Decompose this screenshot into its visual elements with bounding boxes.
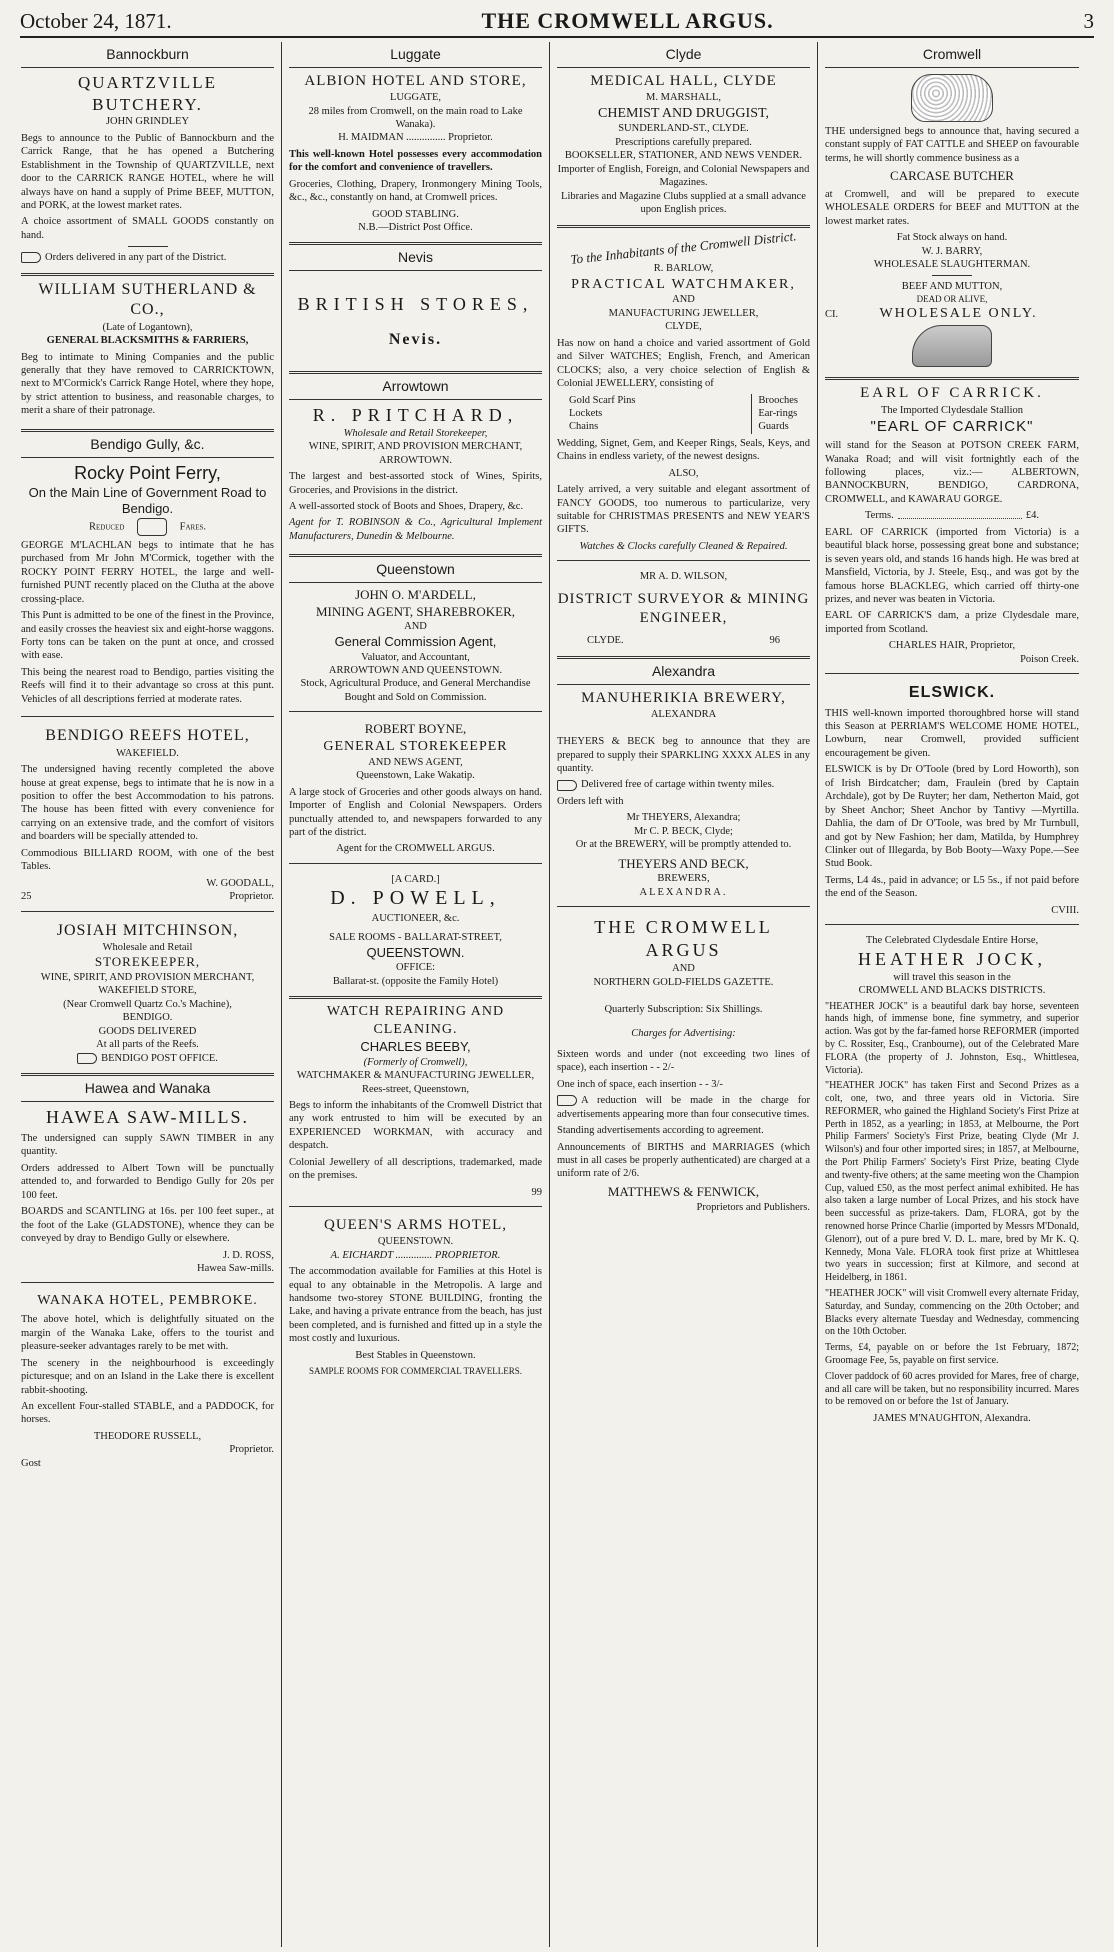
ad-text: Agent for T. ROBINSON & Co., Agricultural Implement Manufacturers, Dunedin & Melbourne. — [289, 517, 542, 542]
list-item: Guards — [758, 421, 789, 433]
ad-text: The undersigned can supply SAWN TIMBER in any quantity. — [21, 1133, 274, 1158]
ad-text: (Late of Logantown), — [102, 321, 193, 333]
ad-text: Sixteen words and under (not exceeding two lines of space), each insertion - - 2/- — [557, 1048, 810, 1074]
pointing-hand-icon — [77, 1053, 97, 1064]
ad-text: AND — [672, 963, 695, 975]
ad-text: WHOLESALE SLAUGHTERMAN. — [873, 259, 1031, 271]
ad-title: JOSIAH MITCHINSON, — [56, 921, 239, 939]
ad-title: GENERAL STOREKEEPER — [323, 738, 508, 754]
ad-manuherikia-brewery — [557, 685, 810, 902]
ad-text: Terms. — [865, 510, 894, 522]
ad-text: Prescriptions carefully prepared. — [615, 136, 752, 148]
ad-text: CLYDE, — [665, 321, 702, 333]
ad-text: (Formerly of Cromwell), — [363, 1056, 468, 1068]
ad-text: GOODS DELIVERED — [98, 1025, 197, 1037]
ad-text: R. BARLOW, — [653, 263, 714, 275]
ad-text: BREWERS, — [657, 873, 710, 885]
ad-text: Orders addressed to Albert Town will be punctually attended to, and forwarded to Bendigo Gully for 20s per 100 feet. — [21, 1162, 274, 1201]
ad-text: (Near Cromwell Quartz Co.'s Machine), — [63, 998, 232, 1010]
masthead — [20, 6, 1094, 38]
columns — [14, 42, 1104, 1947]
ad-text: Hawea Saw-mills. — [197, 1262, 274, 1274]
ad-queens-arms — [289, 1212, 542, 1380]
ad-signature: THEYERS AND BECK, — [618, 855, 749, 871]
column-3 — [550, 42, 818, 1947]
ad-text: BOARDS and SCANTLING at 16s. per 100 feet super., at the foot of the Lake (GLADSTONE), whence they can be conveyed by dray to Bendigo Gully or elsewhere. — [21, 1206, 274, 1245]
issue-date: October 24, 1871. — [20, 8, 172, 33]
ad-watch-repairing — [289, 999, 542, 1201]
ad-text: WHOLESALE ONLY. — [879, 306, 1038, 322]
ad-text: 28 miles from Cromwell, on the main road to Lake Wanaka). — [308, 105, 523, 130]
ad-text: BENDIGO. — [122, 1012, 173, 1024]
ad-text: This well-known Hotel possesses every accommodation for the comfort and convenience of travellers. — [289, 148, 542, 174]
ad-text: WATCHMAKER & MANUFACTURING JEWELLER, — [296, 1070, 535, 1082]
ad-text: Charges for Advertising: — [631, 1027, 736, 1039]
ad-text: "HEATHER JOCK" has taken First and Second Prizes as a colt, one, two, and three years old in Victoria. Sire REFORMER, who gained the Highland Society's First Prize at Perth in 1852, as a yearling; in 1853, at Melbourne, the Port Philip Farmers' Society's First Prize, beating Clyde (Mr J. Wilson's) and four other imported sires; in 1857, at Melbourne, the Port Philip Farmers' Society's First Prize, beating Clyde and twenty-five others; at the same meeting won the Champion Cup, valued £50, as the most perfect animal exhibited. He has also taken a large number of Local Prizes, and his stock have been successful as prize-takers. Dam, FLORA, got by the renowned horse Prince Charlie (imported by Messrs M'Donald, Glenorr), out of a pure bred V. D. L. mare, bred by Mr K. Q. Kennedy, Mona Vale. FLORA took first prize at Whittlesea two years in succession; first at Kilmore, and second at Heidelberg, in 1861. — [825, 1080, 1079, 1284]
ad-text: AND NEWS AGENT, — [368, 756, 463, 768]
ad-rocky-point-ferry — [21, 458, 274, 712]
ad-number: 25 — [21, 891, 32, 903]
ad-hawea-saw-mills — [21, 1102, 274, 1277]
ad-text: £4. — [1025, 510, 1039, 522]
ad-title: BENDIGO REEFS HOTEL, — [45, 727, 250, 745]
ad-text: Wholesale and Retail Storekeeper, — [343, 427, 488, 439]
ad-text: Importer of English, Foreign, and Colonial Newspapers and Magazines. — [557, 163, 810, 189]
jewellery-list — [557, 394, 810, 434]
ad-title: ALBION HOTEL AND STORE, — [304, 72, 527, 89]
ad-text: will travel this season in the — [893, 971, 1011, 983]
ad-text: Has now on hand a choice and varied assortment of Gold and Silver WATCHES; English, French, and American CLOCKS; also, a very choice selection of English & Colonial JEWELLERY, consisting of — [557, 337, 810, 390]
ad-text: BEEF AND MUTTON, — [901, 281, 1003, 293]
ad-title: HEATHER JOCK, — [857, 948, 1046, 969]
ad-text: ARROWTOWN. — [378, 454, 452, 466]
ad-text: Announcements of BIRTHS and MARRIAGES (which must in all cases be properly authenticated) are charged at a uniform rate of 2/6. — [557, 1141, 810, 1180]
ad-text: The above hotel, which is delightfully situated on the margin of the Wanaka Lake, offers to the tourist and pleasure-seeker advantages rarely to be met with. — [21, 1314, 274, 1353]
ad-text: WAKEFIELD STORE, — [98, 985, 197, 997]
section-header: Bannockburn — [21, 42, 274, 68]
ad-signature: CHARLES HAIR, Proprietor, — [888, 640, 1016, 652]
ad-text: N.B.—District Post Office. — [358, 222, 473, 234]
ferry-boat-icon — [137, 518, 167, 536]
ad-text: GEORGE M'LACHLAN begs to intimate that he has purchased from Mr John M'Cormick, together with the ROCKY POINT FERRY HOTEL, the large and well-furnished PUNT recently placed on the Clutha at the above crossing-place. — [21, 539, 274, 605]
ad-text: ELSWICK is by Dr O'Toole (bred by Lord Howorth), son of Irish Birdcatcher; dam, Fraulein (bred by Captain Archdale), got by De Ruyter; her dam, Netherton Maid, got by Sheet Anchor; Sheet Anchor by Tantivy —Myrtilla. Dahlia, the dam of Dr O'Toole, was bred by Mr Turnbull, and got by New Fashion; her dam, Matilda, by Humphrey Clinker out of Illegarda, by Bob Booty—Waxy Pope.—See Stud Book. — [825, 764, 1079, 870]
ad-number: CVIII. — [1051, 904, 1079, 916]
ad-signature: MATTHEWS & FENWICK, — [607, 1183, 760, 1199]
ad-text: Or at the BREWERY, will be promptly attended to. — [575, 839, 792, 851]
ad-text: THEYERS & BECK beg to announce that they are prepared to supply their SPARKLING XXXX ALES in any quantity. — [557, 736, 810, 774]
ad-text: Orders delivered in any part of the District. — [45, 252, 227, 264]
ad-text: BOOKSELLER, STATIONER, AND NEWS VENDER. — [564, 150, 803, 162]
ad-text: Mr THEYERS, Alexandra; — [626, 812, 741, 824]
ad-text: Mr C. P. BECK, Clyde; — [634, 825, 733, 837]
pointing-hand-icon — [21, 252, 41, 263]
ad-text: Watches & Clocks carefully Cleaned & Repaired. — [579, 540, 788, 552]
ad-title: HAWEA SAW-MILLS. — [45, 1107, 250, 1127]
ad-text: Proprietor. — [229, 1444, 274, 1456]
column-2 — [282, 42, 550, 1947]
ad-text: The largest and best-assorted stock of Wines, Spirits, Groceries, and Provisions in the district. — [289, 471, 542, 496]
ad-text: Quarterly Subscription: Six Shillings. — [604, 1004, 763, 1016]
ad-r-pritchard — [289, 400, 542, 549]
ad-text: STOREKEEPER, — [94, 954, 201, 970]
ad-number: 99 — [531, 1186, 542, 1198]
ad-text: Proprietor. — [229, 891, 274, 903]
ad-text: A large stock of Groceries and other goods always on hand. Importer of English and Colonial Newspapers. Orders punctually attended to, and newspapers forwarded to any part of the district. — [289, 786, 542, 838]
ad-text: Agent for the CROMWELL ARGUS. — [336, 843, 495, 855]
ad-ad-wilson — [557, 566, 810, 649]
ad-signature: JAMES M'NAUGHTON, Alexandra. — [873, 1413, 1031, 1425]
ad-text: H. MAIDMAN ............... Proprietor. — [338, 132, 493, 144]
ad-text: Reduced — [89, 521, 125, 533]
ad-text: Best Stables in Queenstown. — [355, 1349, 476, 1361]
ad-title: THE CROMWELL ARGUS — [594, 917, 773, 961]
ad-name: JOHN GRINDLEY — [105, 116, 190, 128]
ad-john-mardell — [289, 583, 542, 706]
ad-signature: W. J. BARRY, — [921, 245, 983, 257]
newspaper-title: THE CROMWELL ARGUS. — [481, 8, 774, 33]
ad-robert-boyne — [289, 717, 542, 858]
ad-title: WATCH REPAIRING AND CLEANING. — [326, 1004, 505, 1038]
ad-text: At all parts of the Reefs. — [96, 1039, 199, 1051]
ad-text: CHARLES BEEBY, — [360, 1039, 471, 1055]
ad-title: R. PRITCHARD, — [312, 404, 519, 425]
ad-heather-jock — [825, 930, 1079, 1427]
ad-british-stores — [289, 271, 542, 365]
list-item: Lockets — [569, 407, 603, 419]
ad-text: BENDIGO POST OFFICE. — [101, 1052, 218, 1064]
ad-text: EARL OF CARRICK (imported from Victoria) is a beautiful black horse, possessing great bone and substance; is seven years old, and stands 16 hands high. He was bred at Mansfield, Victoria, by J. Steele, Esq., and was got by the famous horse BLACKLEG, which carried off thirty-one prizes, and never was beaten in Victoria. — [825, 526, 1079, 605]
pointing-hand-icon — [557, 780, 577, 791]
ad-text: QUEENSTOWN. — [377, 1236, 454, 1248]
section-header: Hawea and Wanaka — [21, 1076, 274, 1102]
ad-text: OFFICE: — [395, 962, 436, 974]
ad-text: Groceries, Clothing, Drapery, Ironmongery Mining Tools, &c., &c., constantly on hand, at Cromwell prices. — [289, 178, 542, 204]
ad-text: AND — [404, 621, 427, 633]
ad-signature: J. D. ROSS, — [222, 1249, 274, 1261]
section-header: Luggate — [289, 42, 542, 68]
ad-text: CLYDE. — [587, 635, 624, 647]
pointing-hand-icon — [557, 1095, 577, 1106]
ad-text: DEAD OR ALIVE, — [916, 293, 988, 304]
ad-text: SALE ROOMS - BALLARAT-STREET, — [329, 932, 502, 944]
ad-text: Commodious BILLIARD ROOM, with one of the best Tables. — [21, 847, 274, 873]
ad-title: BRITISH STORES, — [297, 294, 534, 315]
ad-text: A. EICHARDT .............. PROPRIETOR. — [330, 1249, 501, 1261]
ad-text: WINE, SPIRIT, AND PROVISION MERCHANT, — [40, 972, 255, 984]
ad-title: QUARTZVILLE BUTCHERY. — [77, 72, 217, 114]
ad-r-barlow — [557, 228, 810, 556]
ad-title: WILLIAM SUTHERLAND & CO., — [38, 280, 257, 319]
ad-text: Fares. — [179, 521, 206, 533]
ad-text: The accommodation available for Families at this Hotel is equal to any obtainable in the Metropolis. A large and handsome two-storey STONE BUILDING, fronting the Lake, and having a private entrance from the beach, has just been completed, and is furnished and fitted up in a style the most costly and luxurious. — [289, 1266, 542, 1345]
ad-text: AND — [672, 294, 695, 306]
ad-title: Rocky Point Ferry, — [74, 462, 221, 483]
ad-text: Begs to inform the inhabitants of the Cromwell District that any work entrusted to him will be executed by an EXPERIENCED WORKMAN, with accuracy and despatch. — [289, 1100, 542, 1152]
ad-text: THIS well-known imported thoroughbred horse will stand this Season at PERRIAM'S WELCOME HOME HOTEL, Lowburn, near Cromwell, provided sufficient encouragement be given. — [825, 707, 1079, 759]
horse-icon — [912, 325, 992, 367]
ad-text: ALEXANDRA — [650, 708, 717, 720]
ad-text: Lately arrived, a very suitable and elegant assortment of FANCY GOODS, too numerous to particularize, very suitable for CHRISTMAS PRESENTS and NEW YEAR'S GIFTS. — [557, 484, 810, 536]
ad-text: ALSO, — [668, 467, 699, 479]
ad-text: Orders left with — [557, 795, 624, 807]
column-1 — [14, 42, 282, 1947]
ad-subtitle: On the Main Line of Government Road to Bendigo. — [28, 484, 267, 517]
ad-text: Queenstown, Lake Wakatip. — [356, 770, 475, 782]
ad-text: Terms, £4, payable on or before the 1st February, 1872; Groomage Fee, 5s, payable on first service. — [825, 1342, 1079, 1367]
ad-text: ROBERT BOYNE, — [364, 721, 467, 737]
ad-text: LUGGATE, — [389, 92, 442, 104]
ad-bendigo-reefs-hotel — [21, 722, 274, 905]
ad-medical-hall — [557, 68, 810, 219]
ad-quartzville-butchery — [21, 68, 274, 267]
ad-text: will stand for the Season at POTSON CREEK FARM, Wanaka Road; and will visit fortnightly each of the following places, viz.:— ALBERTOWN, BANNOCKBURN, BENDIGO, CARDRONA, CROMWELL, and KAWARAU GORGE. — [825, 440, 1079, 505]
ad-text: Rees-street, Queenstown, — [361, 1083, 469, 1095]
ad-text: Nevis. — [388, 331, 443, 349]
ad-text: Valuator, and Accountant, — [361, 651, 470, 663]
ad-text: THE undersigned begs to announce that, having secured a constant supply of FAT CATTLE and SHEEP on favourable terms, he will shortly commence business as a — [825, 125, 1079, 164]
ad-text: Libraries and Magazine Clubs supplied at a small advance upon English prices. — [561, 190, 806, 216]
ad-elswick — [825, 679, 1079, 919]
ad-text: Standing advertisements according to agreement. — [557, 1125, 764, 1137]
ad-text: The Imported Clydesdale Stallion — [880, 404, 1023, 416]
section-header: Queenstown — [289, 557, 542, 583]
ad-text: Delivered free of cartage within twenty miles. — [581, 779, 775, 791]
ad-text: MANUFACTURING JEWELLER, — [608, 307, 759, 319]
ad-title: MEDICAL HALL, CLYDE — [590, 72, 777, 89]
ad-title: ELSWICK. — [908, 684, 996, 702]
ad-albion-hotel — [289, 68, 542, 237]
ad-text: SUNDERLAND-ST., CLYDE. — [618, 123, 749, 135]
ad-william-sutherland — [21, 276, 274, 423]
ad-text: at Cromwell, and will be prepared to execute WHOLESALE ORDERS for BEEF and MUTTON at the lowest market rates. — [825, 188, 1079, 227]
ad-earl-of-carrick — [825, 380, 1079, 668]
ad-w-j-barry — [825, 68, 1079, 371]
ad-text: The scenery in the neighbourhood is exceedingly picturesque; and on an Island in the Lake there is excellent rabbit-shooting. — [21, 1357, 274, 1396]
ad-text: QUEENSTOWN. — [366, 944, 465, 960]
ad-wanaka-hotel — [21, 1288, 274, 1472]
column-4 — [818, 42, 1086, 1947]
ad-text: NORTHERN GOLD-FIELDS GAZETTE. — [593, 976, 774, 988]
section-header: Bendigo Gully, &c. — [21, 432, 274, 458]
ad-text: CROMWELL AND BLACKS DISTRICTS. — [858, 985, 1046, 997]
ad-cromwell-argus — [557, 912, 810, 1216]
ad-text: WINE, SPIRIT, AND PROVISION MERCHANT, — [308, 441, 523, 453]
section-header: Clyde — [557, 42, 810, 68]
ad-text: An excellent Four-stalled STABLE, and a PADDOCK, for horses. — [21, 1400, 274, 1426]
ad-text: [A CARD.] — [391, 873, 440, 885]
ad-text: The Celebrated Clydesdale Entire Horse, — [865, 935, 1039, 947]
ad-text: ALEXANDRA. — [639, 886, 728, 898]
ad-text: Clover paddock of 60 acres provided for Mares, free of charge, and all care will be taken, but no responsibility incurred. Mares to be removed on or before the 1st of January. — [825, 1370, 1079, 1408]
ad-text: This being the nearest road to Bendigo, parties visiting the Reefs will find it to their advantage so cross at this punt. Vehicles of all descriptions ferried at moderate rates. — [21, 666, 274, 705]
ad-title: MANUHERIKIA BREWERY, — [581, 689, 786, 706]
ad-text: One inch of space, each insertion - - 3/- — [557, 1078, 723, 1090]
ad-text: CHEMIST AND DRUGGIST, — [598, 105, 769, 121]
ad-heading: To the Inhabitants of the Cromwell District. — [569, 227, 798, 267]
ad-text: Beg to intimate to Mining Companies and the public generally that they have removed to CARRICKTOWN, next to M'Cormick's Carrick Range Hotel, where they hope, by strict attention to business, and reasonable charges, to merit a share of their patronage. — [21, 351, 274, 417]
ad-title: DISTRICT SURVEYOR & MINING ENGINEER, — [557, 590, 810, 626]
ad-text: "HEATHER JOCK" will visit Cromwell every alternate Friday, Saturday, and Sunday, commencing on the 20th October; and Blacks every alternate Tuesday and Wednesday, commencing on the 10th October. — [825, 1288, 1079, 1338]
ad-text: Wedding, Signet, Gem, and Keeper Rings, Seals, Keys, and Chains in endless variety, of the newest designs. — [557, 437, 810, 463]
ad-text: The undersigned having recently completed the above house at great expense, begs to intimate that he is now in a position to offer the best Accommodation to his patrons. The house has been fitted with every convenience for carrying on an extensive trade, and the comfort of visitors and boarders will be specially attended to. — [21, 764, 274, 843]
section-header: Alexandra — [557, 659, 810, 685]
sheep-icon — [911, 74, 993, 122]
section-header: Nevis — [289, 245, 542, 271]
ad-text: Ballarat-st. (opposite the Family Hotel) — [332, 975, 499, 987]
ad-text: "HEATHER JOCK" is a beautiful dark bay horse, seventeen hands high, of immense bone, fine symmetry, and superior action. Was got by the far-famed horse REFORMER (imported by C. Rossiter, Esq., Cranbourne), out of the Celebrated Mare FLORA (the property of J. Johnston, Esq., Whittlesea, Victoria). — [825, 1000, 1079, 1076]
ad-signature: THEODORE RUSSELL, — [93, 1430, 202, 1442]
ad-title: EARL OF CARRICK. — [860, 385, 1044, 402]
section-header: Arrowtown — [289, 374, 542, 400]
list-item: Ear-rings — [758, 407, 798, 419]
section-header: Cromwell — [825, 42, 1079, 68]
ad-text: This Punt is admitted to be one of the finest in the Province, and easily crosses the heaviest six and eight-horse waggons. Forty tons can be taken on the punt at once, and crossed with ease. — [21, 610, 274, 662]
ad-text: Wholesale and Retail — [102, 941, 193, 953]
ad-text: Poison Creek. — [1020, 653, 1079, 665]
ad-d-powell — [289, 869, 542, 990]
ad-text: CARCASE BUTCHER — [890, 168, 1014, 184]
ad-number: CI. — [825, 308, 839, 320]
ad-title: PRACTICAL WATCHMAKER, — [571, 276, 796, 292]
ad-text: M. MARSHALL, — [646, 92, 721, 104]
ad-text: General Commission Agent, — [334, 633, 497, 649]
ad-text: A choice assortment of SMALL GOODS constantly on hand. — [21, 216, 274, 241]
list-item: Gold Scarf Pins — [569, 394, 636, 406]
ad-text: GOOD STABLING. — [372, 208, 459, 220]
ad-text: MR A. D. WILSON, — [639, 571, 728, 583]
ad-signature: W. GOODALL, — [206, 877, 274, 889]
ad-text: Terms, L4 4s., paid in advance; or L5 5s., if not paid before the end of the Season. — [825, 874, 1079, 900]
ad-text: A well-assorted stock of Boots and Shoes, Drapery, &c. — [289, 501, 524, 512]
ad-text: ARROWTOWN AND QUEENSTOWN. — [328, 664, 503, 676]
ad-text: "EARL OF CARRICK" — [870, 417, 1034, 435]
ad-text: Proprietors and Publishers. — [696, 1201, 810, 1213]
ad-text: Stock, Agricultural Produce, and General Merchandise Bought and Sold on Commission. — [300, 678, 531, 703]
list-item: Brooches — [758, 394, 798, 406]
ad-text: EARL OF CARRICK'S dam, a prize Clydesdale mare, imported from Scotland. — [825, 610, 1079, 635]
ad-text: AUCTIONEER, &c. — [371, 912, 460, 924]
ad-text: Begs to announce to the Public of Bannockburn and the Carrick Range, that he has opened a Butchering Establishment in the Township of QUARTZVILLE, next door to the CARRICK RANGE HOTEL, where he will always have on hand a supply of Prime BEEF, MUTTON, and PORK, at the lowest market rates. — [21, 132, 274, 212]
ad-title: D. POWELL, — [330, 887, 501, 910]
ad-josiah-mitchinson — [21, 917, 274, 1068]
ad-text: GENERAL BLACKSMITHS & FARRIERS, — [46, 335, 249, 347]
ad-text: Colonial Jewellery of all descriptions, trademarked, made on the premises. — [289, 1156, 542, 1182]
ad-text: A reduction will be made in the charge for advertisements appearing more than four consecutive times. — [557, 1095, 810, 1120]
page-number: 3 — [1083, 8, 1094, 33]
ad-text: Fat Stock always on hand. — [896, 232, 1008, 244]
ad-title: MINING AGENT, SHAREBROKER, — [315, 603, 516, 619]
ad-text: WAKEFIELD. — [116, 747, 179, 759]
ad-text: Gost — [21, 1457, 41, 1469]
ad-title: WANAKA HOTEL, PEMBROKE. — [37, 1293, 258, 1309]
ad-text: SAMPLE ROOMS FOR COMMERCIAL TRAVELLERS. — [308, 1366, 523, 1377]
list-item: Chains — [569, 421, 599, 433]
ad-title: QUEEN'S ARMS HOTEL, — [324, 1217, 507, 1234]
ad-text: JOHN O. M'ARDELL, — [355, 587, 476, 603]
ad-number: 96 — [769, 635, 780, 647]
